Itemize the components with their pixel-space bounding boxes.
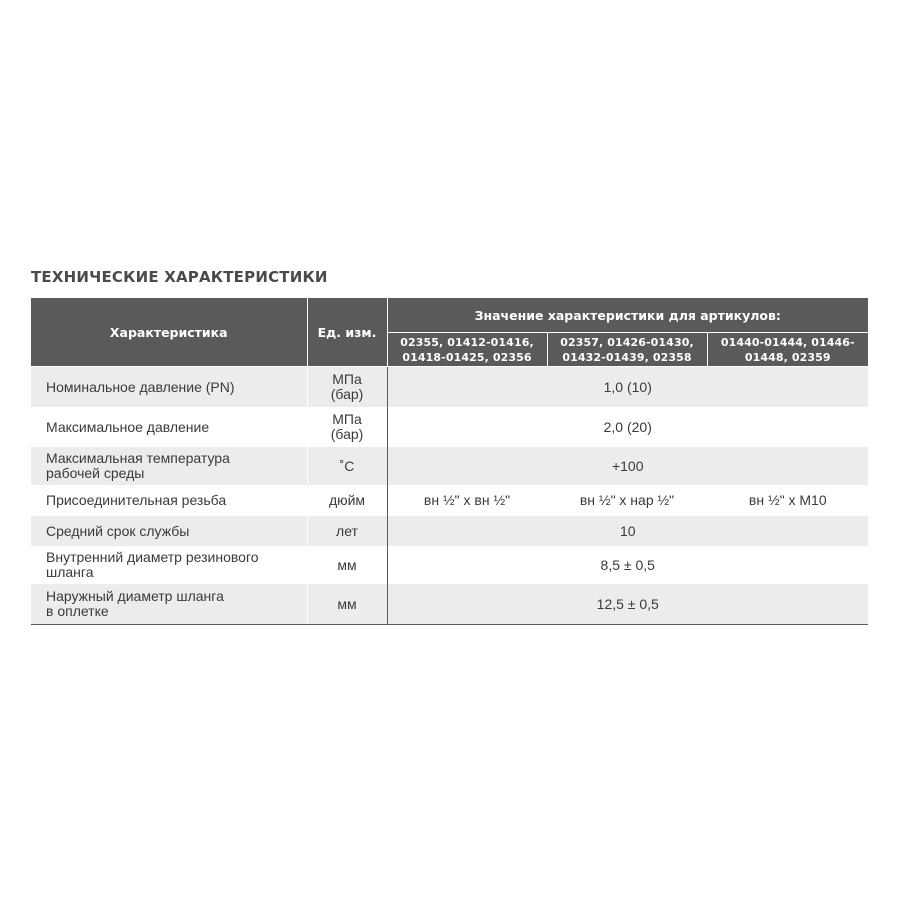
header-values-group: Значение характеристики для артикулов: <box>387 298 868 333</box>
row-name-line: Номинальное давление (PN) <box>46 378 235 395</box>
article-line: 01432-01439, 02358 <box>562 350 692 364</box>
table-row <box>31 584 868 625</box>
row-unit-line: (бар) <box>330 386 364 402</box>
row-unit <box>307 516 387 546</box>
row-value-1: вн ½" х вн ½" <box>387 485 547 516</box>
row-name-line: Присоединительная резьба <box>46 492 227 508</box>
article-line: 01448, 02359 <box>744 350 831 364</box>
row-name-line: Внутренний диаметр резинового <box>46 549 259 565</box>
table-row <box>31 485 868 516</box>
table-row <box>31 407 868 447</box>
header-unit: Ед. изм. <box>307 298 387 367</box>
header-article-group-3 <box>707 333 868 367</box>
row-unit <box>307 447 387 485</box>
article-line: 01418-01425, 02356 <box>402 350 532 364</box>
article-line: 02357, 01426-01430, <box>560 335 694 349</box>
row-value: 8,5 ± 0,5 <box>387 546 868 584</box>
header-characteristic: Характеристика <box>31 298 307 367</box>
row-name-line: рабочей среды <box>46 465 145 481</box>
table-row <box>31 516 868 546</box>
row-name <box>31 485 307 516</box>
row-name <box>31 546 307 584</box>
row-value: 1,0 (10) <box>387 367 868 408</box>
row-unit-line: (бар) <box>330 426 364 442</box>
row-name <box>31 584 307 625</box>
row-unit-line: лет <box>336 522 358 539</box>
row-name <box>31 407 307 447</box>
row-name-line: шланга <box>46 564 94 580</box>
row-name <box>31 516 307 546</box>
table-row <box>31 546 868 584</box>
row-unit <box>307 485 387 516</box>
row-unit <box>307 367 387 408</box>
row-unit-line: мм <box>337 556 357 573</box>
section-title: ТЕХНИЧЕСКИЕ ХАРАКТЕРИСТИКИ <box>31 268 328 286</box>
row-name-line: Наружный диаметр шланга <box>46 588 224 604</box>
row-unit-line: мм <box>337 595 357 612</box>
row-unit <box>307 584 387 625</box>
header-article-group-1 <box>387 333 547 367</box>
row-unit-line: дюйм <box>328 492 366 508</box>
row-name-line: Средний срок службы <box>46 522 190 539</box>
row-unit <box>307 407 387 447</box>
row-name <box>31 447 307 485</box>
row-value: 2,0 (20) <box>387 407 868 447</box>
row-name-line: в оплетке <box>46 603 109 619</box>
article-line: 01440-01444, 01446- <box>720 335 855 349</box>
row-value-3: вн ½" х М10 <box>707 485 868 516</box>
row-unit-line: ˚С <box>339 457 355 474</box>
header-row <box>31 298 868 333</box>
row-unit-line: МПа <box>332 411 362 427</box>
header-article-group-2 <box>547 333 707 367</box>
row-value-2: вн ½" х нар ½" <box>547 485 707 516</box>
row-value: 12,5 ± 0,5 <box>387 584 868 625</box>
row-name-line: Максимальная температура <box>46 450 230 466</box>
table-row <box>31 447 868 485</box>
row-name-line: Максимальное давление <box>46 418 210 435</box>
row-unit-line: МПа <box>332 371 362 387</box>
row-value: +100 <box>387 447 868 485</box>
row-unit <box>307 546 387 584</box>
row-value: 10 <box>387 516 868 546</box>
row-name <box>31 367 307 408</box>
article-line: 02355, 01412-01416, <box>400 335 534 349</box>
specs-table <box>31 298 868 625</box>
table-row <box>31 367 868 408</box>
